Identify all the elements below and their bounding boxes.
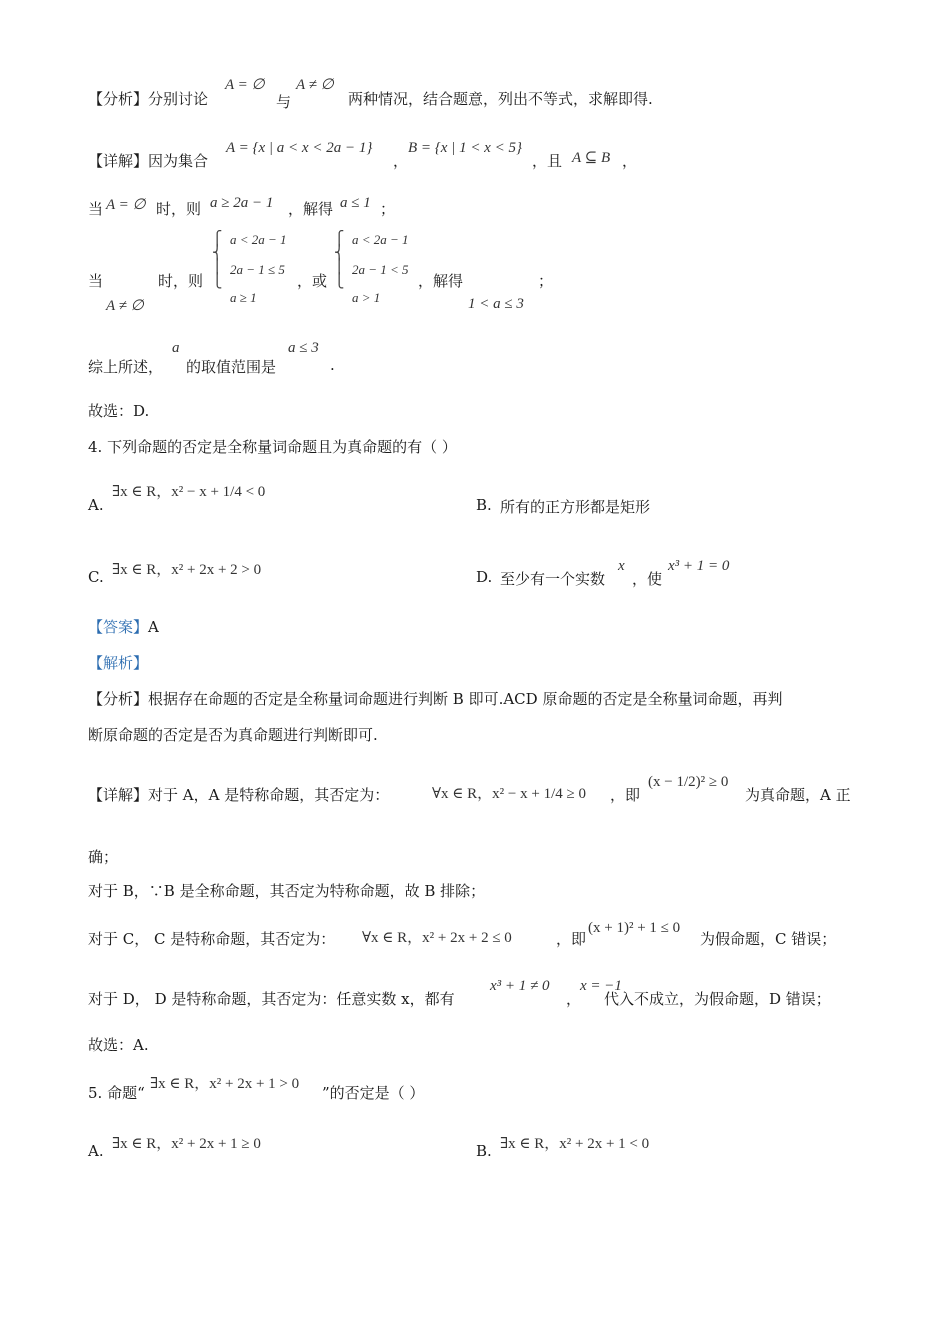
math-subset: A ⊆ B (572, 150, 611, 166)
q4-option-d-text: 至少有一个实数 (500, 570, 606, 588)
brace-left-2: ⎧ ⎨ ⎪ ⎩ (334, 231, 345, 289)
q5-stem-end: ”的否定是（ ） (322, 1084, 425, 1102)
brace-left-1: ⎧ ⎨ ⎪ ⎩ (212, 231, 223, 289)
answer-label: 【答案】 (88, 618, 149, 636)
q5-option-b-label: B. (476, 1142, 492, 1160)
q4-analysis-line1 (88, 688, 782, 709)
detail-label: 【详解】 (88, 152, 149, 170)
q4-option-a-math: ∃x ∈ R，x² − x + 1/4 < 0 (112, 484, 266, 500)
analysis-label: 【分析】 (88, 90, 149, 108)
case1-condition: A = ∅ (106, 197, 146, 213)
detail-a-text: 对于 A，A 是特称命题，其否定为： (148, 786, 390, 804)
math-set-a: A = {x | a < x < 2a − 1} (226, 140, 373, 156)
case1-then: 时，则 (156, 200, 202, 218)
q4-detail-c-math2: (x + 1)² + 1 ≤ 0 (588, 920, 681, 936)
q4-detail-a-cont: 确； (88, 848, 119, 866)
q3-choice: 故选：D. (88, 402, 150, 420)
q5-option-a-math: ∃x ∈ R，x² + 2x + 1 ≥ 0 (112, 1136, 261, 1152)
q4-detail-d-text: 对于 D， D 是特称命题，其否定为：任意实数 x，都有 (88, 990, 455, 1008)
q4-detail-d-math2: x = −1 (580, 978, 622, 994)
q4-detail-d-text3: 代入不成立，为假命题，D 错误； (604, 990, 831, 1008)
case2-solve: ，解得 (418, 272, 464, 290)
q4-option-b-label: B. (476, 496, 492, 514)
case1-text: 当 (88, 200, 104, 218)
q4-detail-a-text2: ，即 (610, 786, 641, 804)
q4-detail-a-text3: 为真命题，A 正 (745, 786, 851, 804)
q4-detail-a-math: ∀x ∈ R，x² − x + 1/4 ≥ 0 (432, 786, 586, 802)
case2-text: 当 (88, 272, 104, 290)
q4-option-b-text: 所有的正方形都是矩形 (500, 498, 651, 516)
system1-line3: a ≥ 1 (230, 290, 257, 305)
system2-line1: a < 2a − 1 (352, 232, 409, 247)
q4-option-d-math: x³ + 1 = 0 (668, 558, 730, 574)
summary-text: 综上所述， (88, 358, 164, 376)
analysis-label: 【分析】 (88, 690, 149, 708)
q4-detail-c-text3: 为假命题，C 错误； (700, 930, 837, 948)
system2-line3: a > 1 (352, 290, 381, 305)
case2-or: ，或 (297, 272, 328, 290)
analysis-text-tail: 两种情况，结合题意，列出不等式，求解即得. (348, 90, 653, 108)
answer-value: A (148, 618, 159, 636)
q4-detail-d-text2: ， (566, 990, 582, 1008)
analysis-text: 分别讨论 (148, 90, 209, 108)
case1-end: ； (380, 200, 396, 218)
q4-answer (88, 616, 159, 637)
detail-text-and: ，且 (532, 152, 563, 170)
q3-detail-line (88, 150, 208, 171)
q5-stem-math: ∃x ∈ R，x² + 2x + 1 > 0 (150, 1076, 300, 1092)
q4-detail-a-math2: (x − 1/2)² ≥ 0 (648, 774, 729, 790)
case2-result: 1 < a ≤ 3 (468, 296, 524, 312)
q4-option-d-var: x (618, 558, 625, 574)
summary-variable: a (172, 340, 180, 356)
q4-option-c-math: ∃x ∈ R，x² + 2x + 2 > 0 (112, 562, 262, 578)
case2-condition: A ≠ ∅ (106, 298, 144, 314)
q5-stem-start: 5. 命题“ (88, 1084, 145, 1102)
detail-comma-end: ， (622, 152, 638, 170)
analysis-text-connector: 与 (276, 93, 292, 111)
case2-end: ； (538, 272, 554, 290)
system2-line2: 2a − 1 < 5 (352, 262, 409, 277)
case1-solve: ，解得 (288, 200, 334, 218)
q5-option-b-math: ∃x ∈ R，x² + 2x + 1 < 0 (500, 1136, 650, 1152)
q4-option-c-label: C. (88, 568, 104, 586)
math-empty-set: A = ∅ (225, 77, 265, 93)
q5-option-a-label: A. (88, 1142, 104, 1160)
q4-detail-c-text: 对于 C， C 是特称命题，其否定为： (88, 930, 336, 948)
detail-label: 【详解】 (88, 786, 149, 804)
q4-option-d-label: D. (476, 568, 493, 586)
q4-stem: 4. 下列命题的否定是全称量词命题且为真命题的有（ ） (88, 438, 457, 456)
detail-comma: ， (393, 152, 409, 170)
case2-then: 时，则 (158, 272, 204, 290)
q4-analysis-line2: 断原命题的否定是否为真命题进行判断即可. (88, 726, 378, 744)
q4-detail-d-math: x³ + 1 ≠ 0 (490, 978, 550, 994)
math-nonempty-set: A ≠ ∅ (296, 77, 334, 93)
q4-choice: 故选：A. (88, 1036, 149, 1054)
q4-detail-c-math: ∀x ∈ R，x² + 2x + 2 ≤ 0 (362, 930, 512, 946)
math-set-b: B = {x | 1 < x < 5} (408, 140, 522, 156)
summary-range: a ≤ 3 (288, 340, 319, 356)
q3-analysis-line (88, 88, 208, 109)
system1-line2: 2a − 1 ≤ 5 (230, 262, 285, 277)
case1-result: a ≤ 1 (340, 195, 371, 211)
summary-end: . (330, 356, 335, 374)
q4-detail-a (88, 784, 389, 805)
q4-detail-c-text2: ，即 (556, 930, 587, 948)
summary-range-text: 的取值范围是 (186, 358, 277, 376)
system1-line1: a < 2a − 1 (230, 232, 287, 247)
q4-option-d-text2: ，使 (632, 570, 663, 588)
detail-text: 因为集合 (148, 152, 209, 170)
case1-inequality: a ≥ 2a − 1 (210, 195, 274, 211)
q4-analysis-heading: 【解析】 (88, 654, 149, 672)
q4-detail-b: 对于 B，∵B 是全称命题，其否定为特称命题，故 B 排除； (88, 882, 486, 900)
q4-option-a-label: A. (88, 496, 104, 514)
analysis-text: 根据存在命题的否定是全称量词命题进行判断 B 即可.ACD 原命题的否定是全称量词命题，再判 (148, 690, 783, 708)
